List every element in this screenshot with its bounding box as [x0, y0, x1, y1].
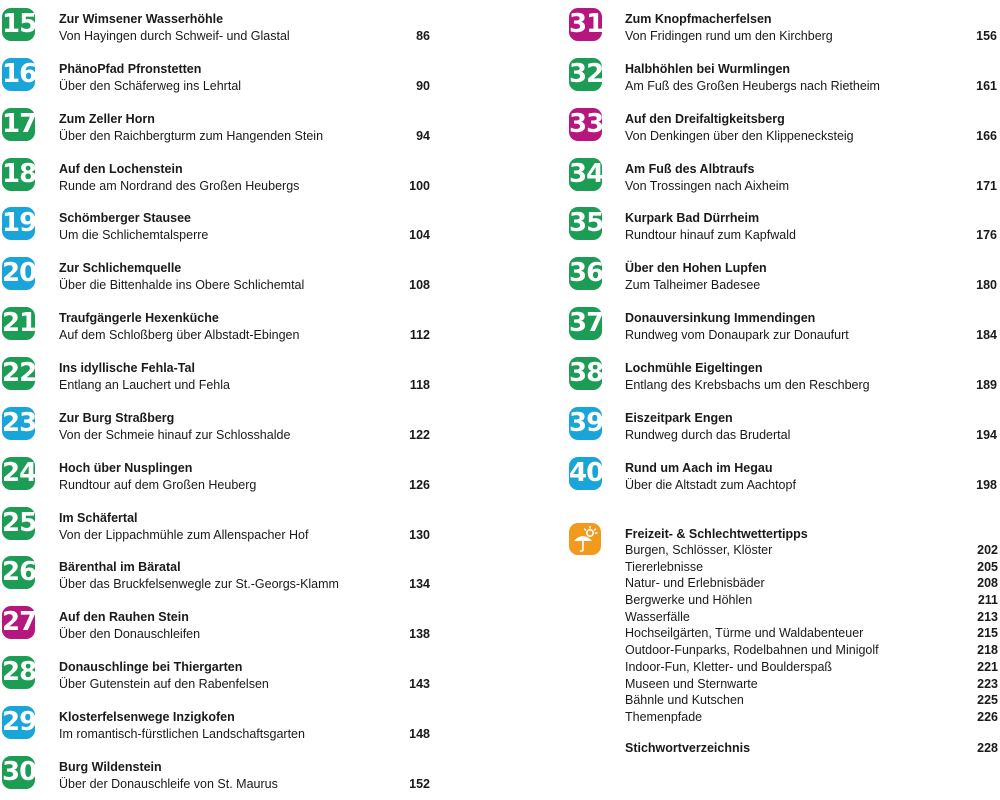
toc-entry[interactable]	[566, 52, 1000, 102]
route-title: Im Schäfertal	[59, 510, 138, 525]
route-subtitle: Über die Altstadt zum Aachtopf	[625, 477, 796, 492]
route-title: Halbhöhlen bei Wurmlingen	[625, 61, 791, 76]
route-number-badge: 28	[2, 657, 37, 688]
tip-label: Outdoor-Funparks, Rodelbahnen und Minigolf	[625, 643, 879, 658]
route-subtitle: Von der Lippachmühle zum Allenspacher Hof	[59, 527, 309, 542]
toc-entry[interactable]	[0, 301, 440, 351]
route-number-badge: 25	[2, 507, 37, 538]
page-number: 148	[409, 726, 430, 741]
route-title: Eiszeitpark Engen	[625, 410, 733, 425]
route-title: Klosterfelsenwege Inzigkofen	[59, 709, 235, 724]
tip-item[interactable]	[625, 560, 998, 577]
page-number: 90	[416, 78, 430, 93]
route-number-badge: 22	[2, 357, 37, 388]
tip-item[interactable]	[625, 593, 998, 610]
toc-entry[interactable]	[566, 2, 1000, 52]
route-title: Über den Hohen Lupfen	[625, 261, 767, 276]
route-number-badge: 38	[569, 357, 604, 388]
route-title: Rund um Aach im Hegau	[625, 460, 773, 475]
tip-page-number: 225	[977, 693, 998, 708]
toc-entry[interactable]	[0, 501, 440, 551]
route-subtitle: Über die Bittenhalde ins Obere Schlichemtal	[59, 278, 305, 293]
route-title: Zur Schlichemquelle	[59, 261, 182, 276]
tip-page-number: 221	[977, 659, 998, 674]
toc-entry[interactable]	[0, 102, 440, 152]
toc-entry[interactable]	[566, 102, 1000, 152]
route-number-badge: 19	[2, 208, 37, 239]
route-subtitle: Entlang an Lauchert und Fehla	[59, 377, 230, 392]
toc-entry[interactable]	[0, 600, 440, 650]
page-number: 198	[976, 477, 997, 492]
index-label: Stichwortverzeichnis	[625, 741, 751, 755]
toc-entry[interactable]	[566, 451, 1000, 501]
index-page: 228	[977, 741, 998, 755]
route-number-badge: 32	[569, 58, 604, 89]
tip-item[interactable]	[625, 576, 998, 593]
route-title: Ins idyllische Fehla-Tal	[59, 360, 195, 375]
route-number-badge: 27	[2, 607, 37, 638]
route-title: Zum Knopfmacherfelsen	[625, 12, 772, 26]
page-number: 86	[416, 29, 430, 43]
page-number: 180	[976, 278, 997, 293]
toc-entry[interactable]	[0, 451, 440, 501]
umbrella-sun-icon	[569, 523, 601, 555]
route-title: Zur Wimsener Wasserhöhle	[59, 12, 224, 26]
toc-entry[interactable]	[566, 152, 1000, 202]
route-title: Donauschlinge bei Thiergarten	[59, 660, 243, 675]
toc-entry[interactable]	[566, 301, 1000, 351]
tip-label: Museen und Sternwarte	[625, 676, 758, 691]
route-subtitle: Von der Schmeie hinauf zur Schlosshalde	[59, 427, 291, 442]
tip-page-number: 213	[977, 609, 998, 624]
page-number: 176	[976, 228, 997, 243]
route-title: PhänoPfad Pfronstetten	[59, 61, 202, 76]
toc-entry[interactable]	[0, 351, 440, 401]
tip-label: Tiererlebnisse	[625, 559, 704, 574]
tip-page-number: 215	[977, 626, 998, 641]
page-number: 100	[409, 178, 430, 193]
route-subtitle: Von Fridingen rund um den Kirchberg	[625, 29, 833, 43]
page-number: 104	[409, 228, 430, 243]
tip-item[interactable]	[625, 677, 998, 694]
tips-title: Freizeit- & Schlechtwettertipps	[625, 527, 808, 541]
tip-item[interactable]	[625, 693, 998, 710]
toc-entry[interactable]	[0, 251, 440, 301]
route-number-badge: 31	[569, 9, 604, 39]
route-number-badge: 26	[2, 557, 37, 588]
route-title: Lochmühle Eigeltingen	[625, 360, 763, 375]
route-subtitle: Um die Schlichemtalsperre	[59, 228, 209, 243]
toc-entry[interactable]	[0, 750, 440, 800]
route-number-badge: 30	[2, 756, 37, 787]
page-number: 108	[409, 278, 430, 293]
route-title: Zur Burg Straßberg	[59, 410, 175, 425]
route-number-badge: 24	[2, 457, 37, 488]
route-subtitle: Am Fuß des Großen Heubergs nach Rietheim	[625, 78, 880, 93]
route-number-badge: 21	[2, 308, 37, 339]
tip-page-number: 205	[977, 559, 998, 574]
tip-label: Bergwerke und Höhlen	[625, 593, 753, 608]
page-number: 138	[409, 627, 430, 642]
route-title: Burg Wildenstein	[59, 759, 162, 774]
route-title: Auf den Rauhen Stein	[59, 610, 189, 625]
tip-label: Indoor-Fun, Kletter- und Boulderspaß	[625, 659, 833, 674]
page-number: 130	[409, 527, 430, 542]
tip-label: Bähnle und Kutschen	[625, 693, 744, 708]
tip-item[interactable]	[625, 610, 998, 627]
route-number-badge: 17	[2, 108, 37, 139]
page-number: 152	[409, 776, 430, 791]
page-number: 171	[976, 178, 997, 193]
route-number-badge: 33	[569, 108, 604, 139]
toc-entry[interactable]	[0, 52, 440, 102]
route-subtitle: Von Trossingen nach Aixheim	[625, 178, 789, 193]
route-title: Auf den Dreifaltigkeitsberg	[625, 111, 785, 126]
tip-page-number: 211	[977, 593, 998, 608]
route-number-badge: 20	[2, 258, 37, 289]
route-subtitle: Über der Donauschleife von St. Maurus	[59, 776, 278, 791]
page-number: 161	[976, 78, 997, 93]
route-subtitle: Über den Raichbergturm zum Hangenden Stein	[59, 128, 324, 143]
route-title: Am Fuß des Albtraufs	[625, 161, 755, 176]
tip-label: Hochseilgärten, Türme und Waldabenteuer	[625, 626, 864, 641]
route-number-badge: 29	[2, 706, 37, 737]
route-subtitle: Rundweg vom Donaupark zur Donaufurt	[625, 328, 849, 343]
route-number-badge: 37	[569, 308, 604, 339]
tip-label: Wasserfälle	[625, 609, 690, 624]
route-subtitle: Entlang des Krebsbachs um den Reschberg	[625, 377, 870, 392]
route-title: Kurpark Bad Dürrheim	[625, 211, 760, 226]
route-subtitle: Rundweg durch das Brudertal	[625, 427, 791, 442]
toc-entry[interactable]	[566, 401, 1000, 451]
route-number-badge: 16	[2, 58, 37, 89]
route-title: Schömberger Stausee	[59, 211, 191, 226]
toc-entry[interactable]	[566, 251, 1000, 301]
toc-entry[interactable]	[0, 2, 440, 52]
route-title: Auf den Lochenstein	[59, 161, 183, 176]
tip-page-number: 208	[977, 576, 998, 591]
page-number: 189	[976, 377, 997, 392]
toc-entry[interactable]	[0, 700, 440, 750]
tips-list	[625, 543, 998, 727]
route-title: Zum Zeller Horn	[59, 111, 155, 126]
tip-item[interactable]	[625, 710, 998, 727]
route-number-badge: 34	[569, 158, 604, 189]
route-title: Bärenthal im Bäratal	[59, 560, 181, 575]
toc-entry[interactable]	[0, 401, 440, 451]
route-title: Donauversinkung Immendingen	[625, 311, 816, 326]
page-number: 122	[409, 427, 430, 442]
route-subtitle: Runde am Nordrand des Großen Heubergs	[59, 178, 300, 193]
route-subtitle: Im romantisch-fürstlichen Landschaftsgarten	[59, 726, 305, 741]
toc-entry[interactable]	[566, 201, 1000, 251]
toc-entry[interactable]	[566, 351, 1000, 401]
route-number-badge: 35	[569, 208, 604, 239]
page-number: 126	[409, 477, 430, 492]
toc-entry[interactable]	[0, 152, 440, 202]
route-subtitle: Von Hayingen durch Schweif- und Glastal	[59, 29, 290, 43]
route-title: Hoch über Nusplingen	[59, 460, 193, 475]
route-subtitle: Auf dem Schloßberg über Albstadt-Ebingen	[59, 328, 300, 343]
route-number-badge: 39	[569, 407, 604, 438]
tip-item[interactable]	[625, 643, 998, 660]
page-number: 94	[416, 128, 430, 143]
route-number-badge: 36	[569, 258, 604, 289]
toc-entry[interactable]	[0, 550, 440, 600]
index-entry[interactable]	[625, 741, 998, 759]
tip-page-number: 202	[977, 543, 998, 557]
route-subtitle: Rundtour auf dem Großen Heuberg	[59, 477, 257, 492]
page-number: 118	[409, 377, 430, 392]
tip-label: Burgen, Schlösser, Klöster	[625, 543, 773, 557]
route-subtitle: Über das Bruckfelsenwegle zur St.-Georgs-Klamm	[59, 577, 339, 592]
page-number: 166	[976, 128, 997, 143]
tip-page-number: 223	[977, 676, 998, 691]
route-subtitle: Rundtour hinauf zum Kapfwald	[625, 228, 796, 243]
page-number: 194	[976, 427, 997, 442]
page-number: 184	[976, 328, 997, 343]
tip-label: Themenpfade	[625, 709, 703, 724]
page-number: 112	[409, 328, 430, 343]
route-number-badge: 15	[2, 9, 37, 39]
route-subtitle: Über Gutenstein auf den Rabenfelsen	[59, 677, 269, 692]
tip-item[interactable]	[625, 660, 998, 677]
tip-page-number: 218	[977, 643, 998, 658]
route-title: Traufgängerle Hexenküche	[59, 311, 219, 326]
tip-label: Natur- und Erlebnisbäder	[625, 576, 765, 591]
route-subtitle: Zum Talheimer Badesee	[625, 278, 761, 293]
route-subtitle: Über den Donauschleifen	[59, 627, 201, 642]
toc-entry[interactable]	[0, 201, 440, 251]
tip-page-number: 226	[977, 709, 998, 724]
page-number: 156	[976, 29, 997, 43]
route-number-badge: 23	[2, 407, 37, 438]
toc-entry[interactable]	[0, 650, 440, 700]
route-number-badge: 18	[2, 158, 37, 189]
tip-item[interactable]	[625, 626, 998, 643]
tip-item[interactable]	[625, 543, 998, 560]
route-subtitle: Von Denkingen über den Klippenecksteig	[625, 128, 854, 143]
page-number: 143	[409, 677, 430, 692]
route-subtitle: Über den Schäferweg ins Lehrtal	[59, 78, 242, 93]
route-number-badge: 40	[569, 457, 604, 488]
page-number: 134	[409, 577, 430, 592]
